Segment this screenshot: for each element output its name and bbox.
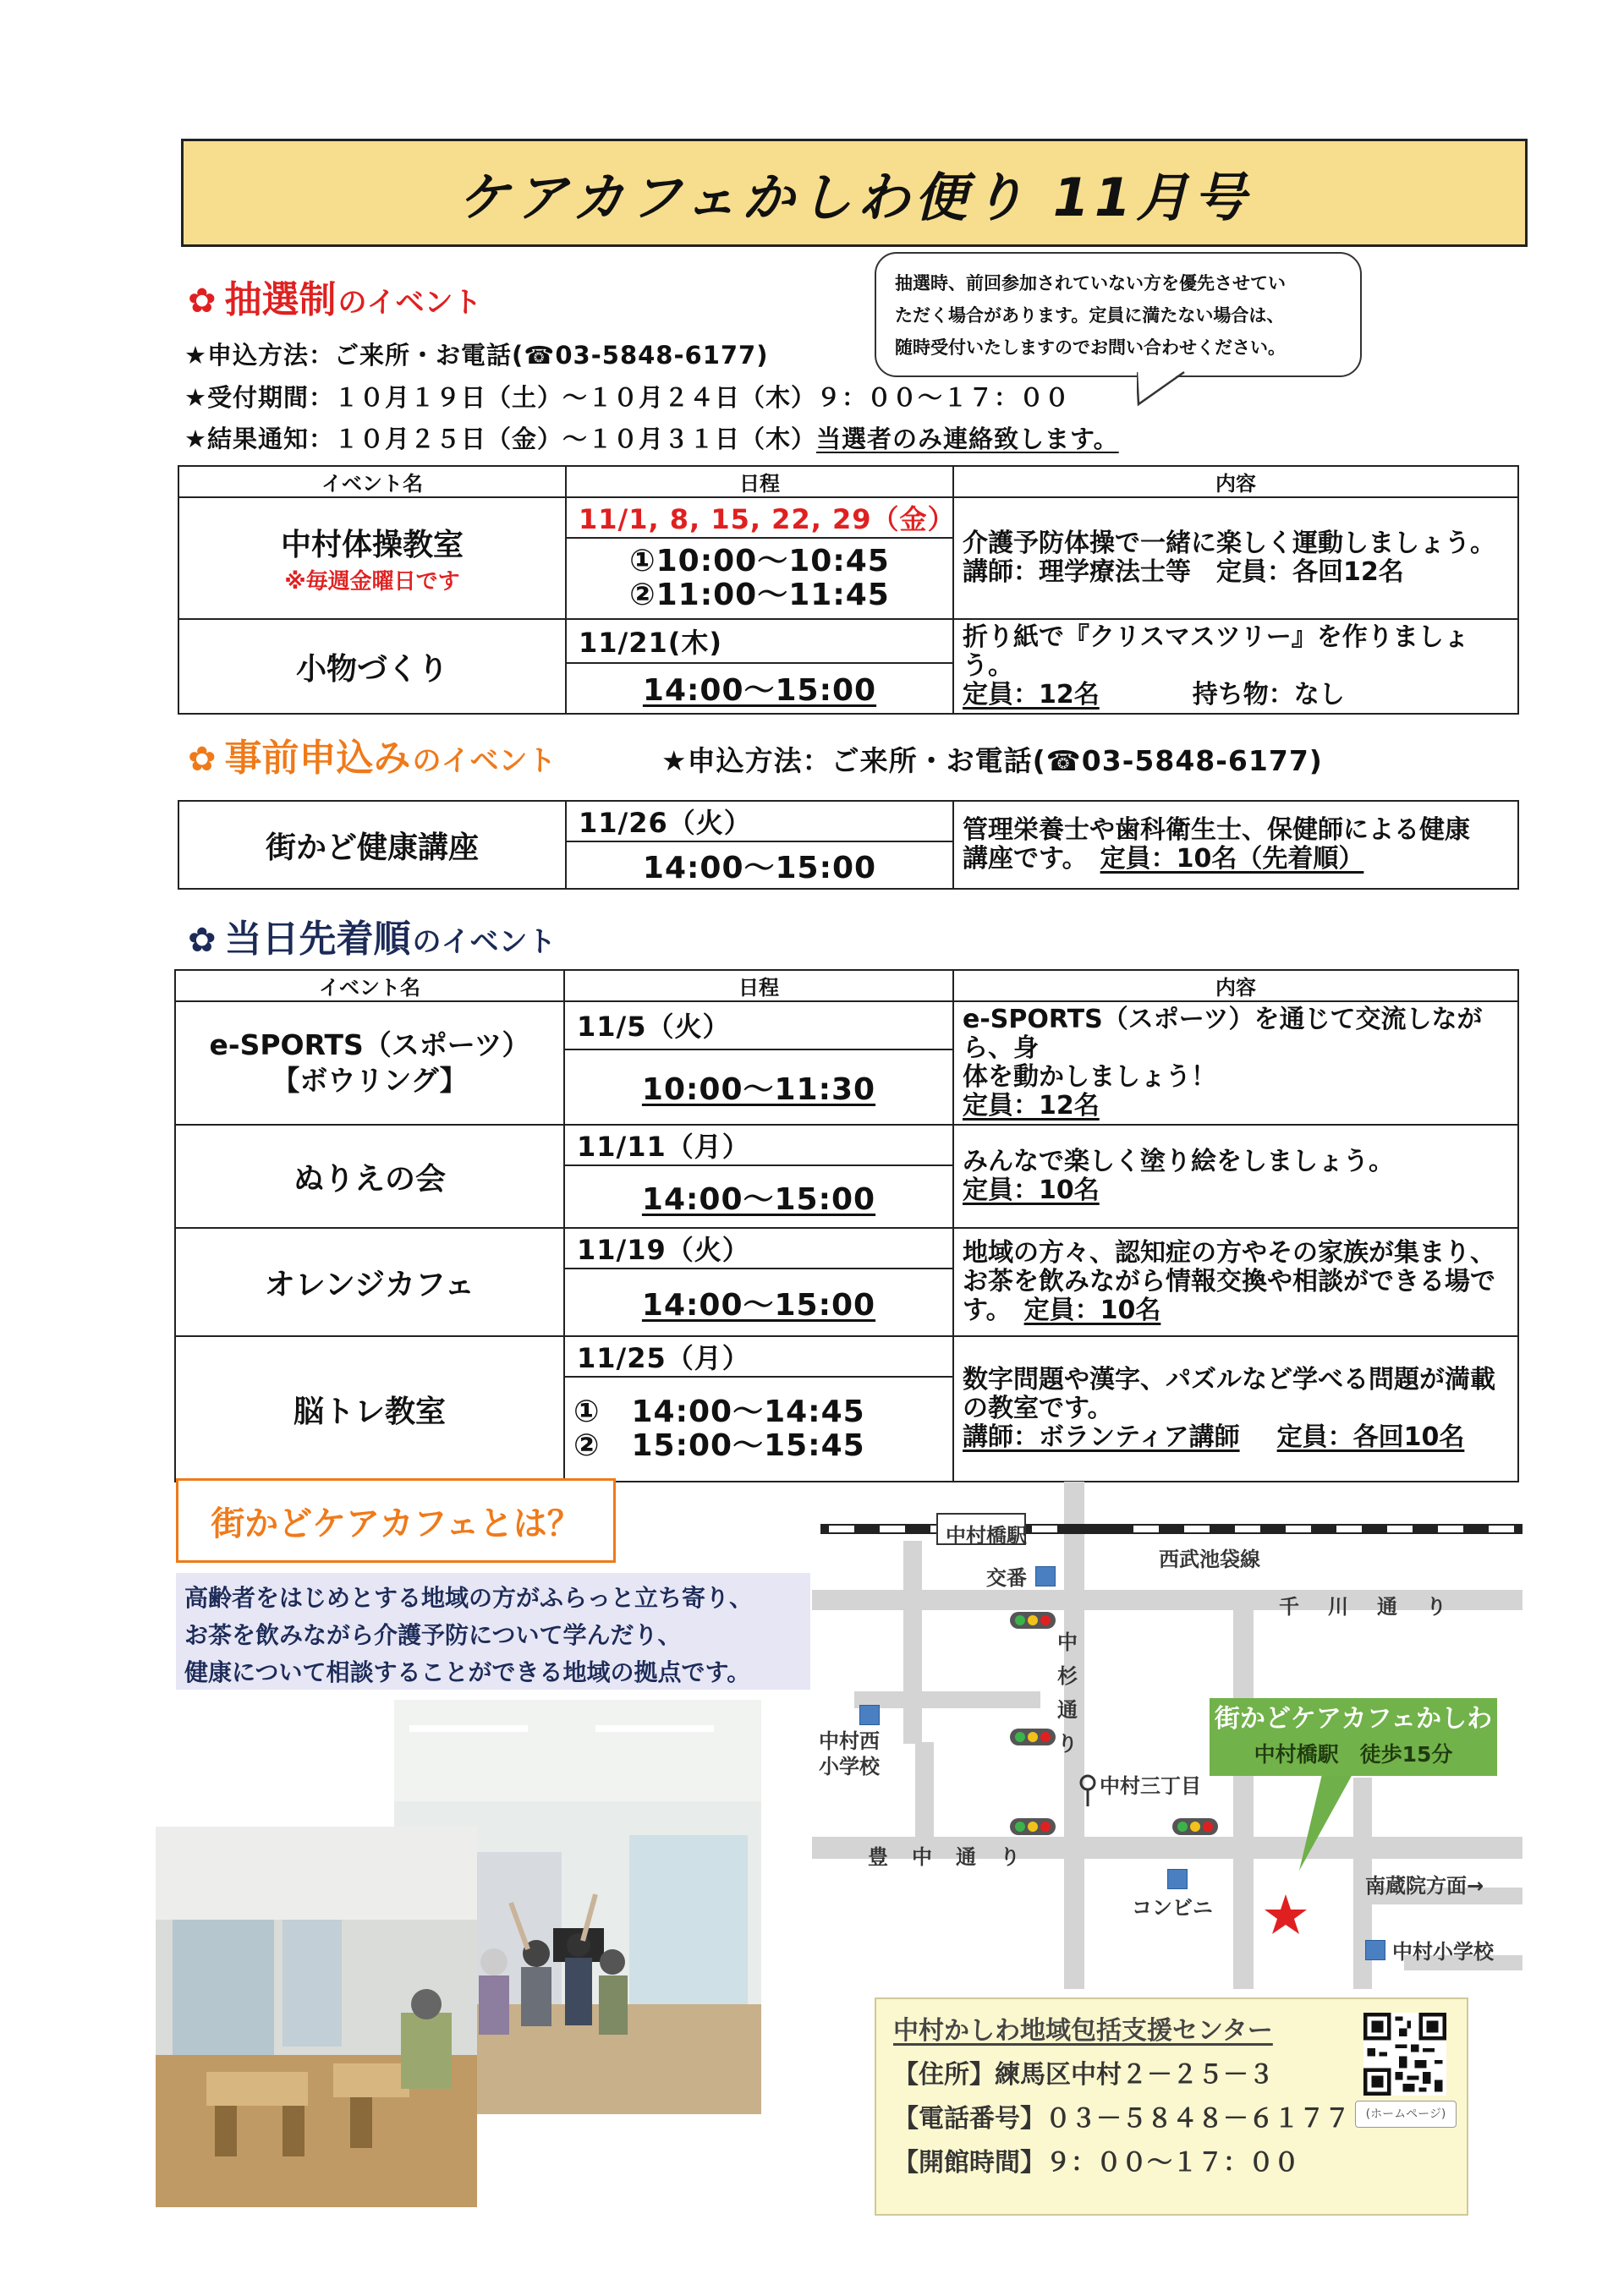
school-west-line: 中村西 [819, 1729, 880, 1753]
time-slot: ②11:00～11:45 [629, 578, 890, 612]
traffic-lights [1010, 1612, 1218, 1835]
flower-icon: ✿ [188, 282, 217, 321]
street-char: 通 [956, 1845, 976, 1869]
lottery-result-line [184, 420, 1119, 455]
event-content [953, 619, 1518, 714]
time-slot: 14:00～15:00 [642, 673, 877, 709]
table-row [178, 497, 1518, 538]
about-line: 高齢者をはじめとする地域の方がふらっと立ち寄り、 [184, 1584, 754, 1612]
street-char: 川 [1328, 1595, 1348, 1619]
content-line [963, 845, 1509, 874]
toyonaka-street-label [868, 1840, 1020, 1870]
content-line: 地域の方々、認知症の方やその家族が集まり、 [963, 1238, 1495, 1268]
about-heading: 街かどケアカフェとは？ [176, 1478, 616, 1563]
firstcome-heading-main: 当日先着順 [224, 918, 411, 961]
table-row [175, 1336, 1518, 1377]
railway-line-label: 西武池袋線 [1159, 1548, 1260, 1571]
notice-bubble [875, 252, 1362, 377]
table-header-row [175, 970, 1518, 1001]
bubble-tail [1137, 370, 1204, 408]
time-slot: 14:00～15:00 [566, 841, 953, 889]
center-hours [893, 2141, 1450, 2185]
advance-heading-suffix: のイベント [412, 744, 557, 778]
lottery-heading-suffix: のイベント [337, 286, 482, 320]
street-char: り [1426, 1595, 1446, 1619]
event-capacity: 定員：各回10名 [1276, 1422, 1465, 1452]
event-time [566, 663, 953, 714]
bus-stop-label: 中村三丁目 [1100, 1774, 1201, 1798]
event-name-cell [178, 497, 566, 619]
header-event-name: イベント名 [175, 970, 564, 1001]
time-slot: 14:00～15:00 [641, 1181, 876, 1217]
event-note: ※毎週金曜日です [284, 569, 460, 595]
advance-table [178, 800, 1519, 890]
street-char: 杉 [1057, 1664, 1078, 1688]
event-name-cell [175, 1001, 564, 1125]
page-title: ケアカフェかしわ便り 11月号 [457, 166, 1252, 228]
content-line [963, 1296, 1509, 1325]
bubble-line: 抽選時、前回参加されていない方を優先させてい [895, 273, 1286, 293]
callout-line: 街かどケアカフェかしわ [1214, 1704, 1493, 1734]
title-banner [181, 139, 1528, 247]
hours-value: ９：００～１７：００ [1045, 2148, 1299, 2178]
school-label [1365, 1935, 1494, 1964]
content-line: 介護予防体操で一緒に楽しく運動しましょう。 [963, 529, 1495, 558]
lottery-period-line: ★受付期間：１０月１９日（土）～１０月２４日（木）９：００～１７：００ [184, 383, 1070, 412]
event-time [564, 1165, 953, 1228]
advance-heading [188, 727, 557, 781]
bubble-line: 随時受付いたしますのでお問い合わせください。 [895, 337, 1286, 358]
firstcome-table [174, 969, 1519, 1482]
lottery-result-note: 当選者のみ連絡致します。 [816, 425, 1119, 453]
flower-icon: ✿ [188, 921, 217, 960]
destination-star-icon [1265, 1894, 1307, 1934]
school-west-label [819, 1729, 880, 1779]
event-time [566, 538, 953, 619]
event-date: 11/21(木) [566, 619, 953, 663]
koban-label [986, 1561, 1062, 1591]
lottery-table [178, 465, 1519, 715]
street-char: り [1000, 1845, 1020, 1869]
school-icon [1365, 1940, 1385, 1960]
event-content [953, 1228, 1518, 1336]
cafe-photo [156, 1700, 761, 2207]
bubble-line: ただく場合があります。定員に満たない場合は、 [895, 305, 1285, 326]
event-date: 11/19（火） [564, 1228, 953, 1269]
about-line: 健康について相談することができる地域の拠点です。 [184, 1658, 751, 1686]
event-content [953, 1001, 1518, 1125]
school-text: 中村小学校 [1392, 1940, 1494, 1964]
event-capacity: 定員：12名 [963, 680, 1100, 710]
table-row [175, 1228, 1518, 1269]
nakasugi-street-label [1056, 1625, 1079, 1761]
event-capacity: 定員：10名 [963, 1175, 1100, 1205]
event-name: e-SPORTS（スポーツ） [209, 1028, 530, 1061]
time-slot: ② 15:00～15:45 [573, 1428, 865, 1463]
time-slot: 10:00～11:30 [641, 1071, 876, 1107]
content-line: 数字問題や漢字、パズルなど学べる問題が満載 [963, 1365, 1495, 1395]
content-text: 講座です。 [963, 844, 1075, 874]
map-callout [1210, 1698, 1497, 1776]
phone-value: ０３－５８４８－６１７７ [1045, 2104, 1350, 2134]
direction-label: 南蔵院方面→ [1365, 1874, 1484, 1898]
event-date: 11/26（火） [566, 801, 953, 841]
event-date: 11/25（月） [564, 1336, 953, 1377]
street-char: 豊 [868, 1845, 888, 1869]
content-line: お茶を飲みながら情報交換や相談ができる場で [963, 1267, 1495, 1296]
address-label: 【住所】 [893, 2060, 995, 2090]
address-value: 練馬区中村２－２５－３ [995, 2060, 1274, 2090]
event-name: 街かど健康講座 [178, 801, 566, 889]
koban-text: 交番 [986, 1566, 1027, 1590]
time-slot: ①10:00～10:45 [629, 544, 890, 578]
school-west-line: 小学校 [819, 1755, 880, 1778]
event-name: オレンジカフェ [175, 1228, 564, 1336]
header-content: 内容 [953, 970, 1518, 1001]
event-name: 脳トレ教室 [175, 1336, 564, 1482]
table-row [175, 1125, 1518, 1165]
event-date: 11/5（火） [564, 1001, 953, 1049]
event-name: 小物づくり [178, 619, 566, 714]
convenience-label: コンビニ [1132, 1896, 1213, 1920]
time-slot: ① 14:00～14:45 [573, 1395, 865, 1429]
street-char: 通 [1377, 1595, 1397, 1619]
event-name: ぬりえの会 [175, 1125, 564, 1228]
event-date: 11/1, 8, 15, 22, 29（金） [566, 497, 953, 538]
event-content [953, 1125, 1518, 1228]
homepage-label: (ホームページ) [1355, 2101, 1457, 2128]
event-time [564, 1049, 953, 1125]
qr-code-icon[interactable] [1363, 2013, 1446, 2096]
convenience-icon [1167, 1869, 1194, 1893]
lottery-apply-line: ★申込方法：ご来所・お電話(☎03-5848-6177) [184, 341, 769, 370]
street-char: 中 [1057, 1630, 1078, 1654]
event-capacity: 定員：10名 [1023, 1296, 1161, 1325]
event-content [953, 497, 1518, 619]
event-capacity: 定員：10名（先着順） [1100, 844, 1364, 874]
table-header-row [178, 466, 1518, 497]
event-content [953, 1336, 1518, 1482]
content-line: みんなで楽しく塗り絵をしましょう。 [963, 1147, 1394, 1176]
content-text: す。 [963, 1296, 999, 1325]
street-char: り [1057, 1732, 1078, 1756]
content-line: 講師：理学療法士等 定員：各回12名 [963, 557, 1404, 587]
header-content: 内容 [953, 466, 1518, 497]
center-name: 中村かしわ地域包括支援センター [893, 2016, 1273, 2046]
event-name-sub: 【ボウリング】 [272, 1064, 468, 1097]
header-schedule: 日程 [564, 970, 953, 1001]
header-schedule: 日程 [566, 466, 953, 497]
table-row [175, 1001, 1518, 1049]
event-name: 中村体操教室 [280, 528, 464, 562]
event-time [564, 1377, 953, 1482]
school-west-icon [859, 1705, 886, 1729]
senkawa-street-label [1279, 1590, 1446, 1619]
firstcome-heading [188, 908, 557, 962]
content-line [963, 681, 1509, 710]
about-description [176, 1573, 810, 1690]
event-time [564, 1269, 953, 1336]
event-content [953, 801, 1518, 889]
flower-icon: ✿ [188, 740, 217, 779]
time-slot: 14:00～15:00 [641, 1287, 876, 1323]
content-line: 折り紙で『クリスマスツリー』を作りましょう。 [963, 622, 1469, 681]
content-line: e-SPORTS（スポーツ）を通じて交流しながら、身 [963, 1005, 1483, 1063]
content-line: 管理栄養士や歯科衛生士、保健師による健康 [963, 815, 1470, 845]
lottery-heading [188, 269, 482, 323]
advance-heading-main: 事前申込み [224, 737, 411, 780]
event-date: 11/11（月） [564, 1125, 953, 1165]
lottery-heading-main: 抽選制 [224, 278, 337, 321]
hours-label: 【開館時間】 [893, 2148, 1045, 2178]
event-capacity: 定員：12名 [963, 1091, 1100, 1121]
street-char: 中 [912, 1845, 932, 1869]
street-char: 千 [1279, 1595, 1299, 1619]
street-char: 通 [1057, 1698, 1078, 1722]
table-row [178, 801, 1518, 841]
advance-apply-line: ★申込方法：ご来所・お電話(☎03-5848-6177) [661, 744, 1323, 777]
content-line: の教室です。 [963, 1394, 1113, 1423]
koban-icon [1035, 1566, 1056, 1586]
content-line: 体を動かしましょう！ [963, 1062, 1216, 1092]
event-bring: 持ち物：なし [1192, 680, 1345, 710]
station-label: 中村橋駅 [946, 1524, 1027, 1548]
lottery-result-text: ★結果通知：１０月２５日（金）～１０月３１日（木） [184, 425, 816, 453]
callout-line: 中村橋駅 徒歩15分 [1254, 1742, 1453, 1767]
event-lecturer: 講師：ボランティア講師 [963, 1422, 1240, 1452]
firstcome-heading-suffix: のイベント [412, 925, 557, 959]
about-line: お茶を飲みながら介護予防について学んだり、 [184, 1621, 682, 1649]
content-line [963, 1423, 1509, 1452]
phone-label: 【電話番号】 [893, 2104, 1045, 2134]
header-event-name: イベント名 [178, 466, 566, 497]
table-row [178, 619, 1518, 663]
